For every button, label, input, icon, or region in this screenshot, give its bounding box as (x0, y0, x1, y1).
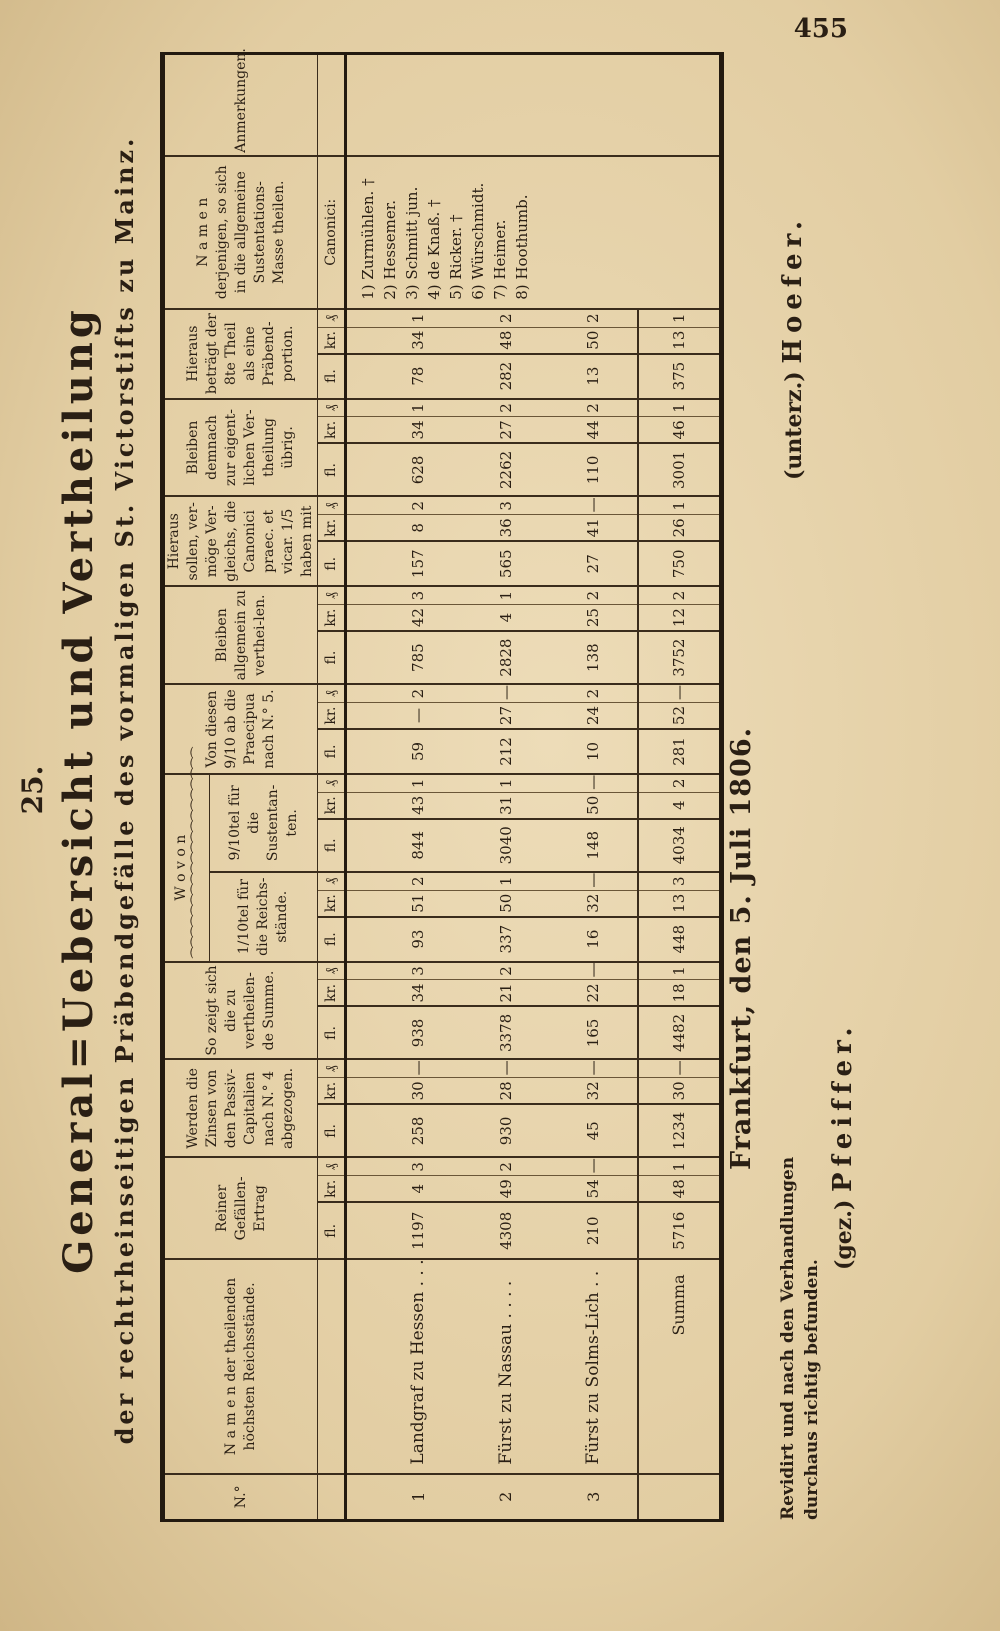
value-fl: 210 (549, 1202, 638, 1259)
value-kr: 34 (375, 980, 462, 1007)
header-zinsen: Werden die Zinsen von den Passiv-Capitalien nach N.° 4 abgezogen. (163, 1059, 318, 1157)
value-kr: 30 (375, 1078, 462, 1105)
value-pf: — (549, 1157, 638, 1175)
value-pf: 3 (375, 1157, 462, 1175)
value-kr: 49 (462, 1176, 549, 1203)
value-pf: — (549, 962, 638, 980)
value-pf: — (375, 1059, 462, 1077)
sum-pf: — (638, 684, 722, 702)
value-pf: 2 (462, 962, 549, 980)
sum-pf: 2 (638, 774, 722, 792)
date-line: Frankfurt, den 5. Juli 1806. (726, 726, 757, 1170)
canonici-item: 6) Würschmidt. (469, 182, 487, 300)
sum-kr: 13 (638, 327, 722, 354)
value-pf: 1 (462, 774, 549, 792)
sum-fl: 3752 (638, 631, 722, 684)
unit-pf: ₰ (318, 684, 346, 702)
value-fl: 110 (549, 443, 638, 496)
header-hieraus-betraegt: Hieraus beträgt der 8te Theil als eine Präbend-portion. (163, 309, 318, 399)
value-pf: — (549, 872, 638, 890)
sum-kr: 13 (638, 890, 722, 917)
sum-kr: 30 (638, 1078, 722, 1105)
value-kr: 51 (375, 890, 462, 917)
unit-fl: fl. (318, 729, 346, 774)
value-pf: 3 (375, 586, 462, 604)
value-fl: 27 (549, 541, 638, 586)
unit-pf: ₰ (318, 399, 346, 417)
canonici-item: 5) Ricker. † (447, 214, 465, 300)
value-pf: — (549, 1059, 638, 1077)
sum-kr: 48 (638, 1176, 722, 1203)
value-fl: 3378 (462, 1006, 549, 1059)
value-kr: 50 (549, 327, 638, 354)
value-kr: 4 (462, 605, 549, 632)
value-pf: 1 (462, 872, 549, 890)
row-name: Fürst zu Solms-Lich . . (549, 1259, 638, 1473)
sum-no (638, 1474, 722, 1521)
header-names: N a m e n der theilenden höchsten Reichsstände. (163, 1259, 318, 1473)
value-pf: — (462, 1059, 549, 1077)
sum-kr: 26 (638, 515, 722, 542)
value-kr: 31 (462, 792, 549, 819)
row-name: Landgraf zu Hessen . . . (375, 1259, 462, 1473)
unit-fl: fl. (318, 541, 346, 586)
sum-fl: 4034 (638, 819, 722, 872)
sum-pf: 3 (638, 872, 722, 890)
value-pf: 2 (549, 586, 638, 604)
value-pf: — (462, 684, 549, 702)
value-fl: 13 (549, 354, 638, 399)
unit-kr: kr. (318, 703, 346, 730)
sum-fl: 281 (638, 729, 722, 774)
header-wovon (163, 747, 210, 962)
value-pf: 2 (462, 399, 549, 417)
value-pf: 2 (375, 496, 462, 514)
value-fl: 45 (549, 1104, 638, 1157)
value-kr: — (375, 703, 462, 730)
unit-fl: fl. (318, 1104, 346, 1157)
value-pf: 3 (462, 496, 549, 514)
value-fl: 157 (375, 541, 462, 586)
sum-fl: 448 (638, 917, 722, 962)
row-no: 3 (549, 1474, 638, 1521)
rotated-page-content (10, 20, 930, 1560)
distribution-table (160, 48, 724, 1522)
value-kr: 32 (549, 890, 638, 917)
signature-prefix: (unterz.) (781, 371, 807, 480)
value-pf: 2 (549, 399, 638, 417)
sum-fl: 375 (638, 354, 722, 399)
unit-kr: kr. (318, 605, 346, 632)
sum-fl: 750 (638, 541, 722, 586)
value-kr: 22 (549, 980, 638, 1007)
value-fl: 78 (375, 354, 462, 399)
header-wovon-sustentanten: 9/10tel für die Sustentan-ten. (210, 774, 318, 872)
value-fl: 785 (375, 631, 462, 684)
section-number: 25. (16, 765, 49, 815)
value-pf: 1 (462, 586, 549, 604)
unit-kr: kr. (318, 980, 346, 1007)
value-pf: — (549, 496, 638, 514)
value-fl: 165 (549, 1006, 638, 1059)
unit-kr: kr. (318, 327, 346, 354)
value-kr: 34 (375, 327, 462, 354)
page-number: 455 (793, 14, 848, 44)
sum-kr: 46 (638, 417, 722, 444)
unit-fl: fl. (318, 819, 346, 872)
unit-pf: ₰ (318, 872, 346, 890)
revision-line: durchaus richtig befunden. (802, 1259, 822, 1520)
page-title: General=Uebersicht und Vertheilung (55, 306, 102, 1274)
unit-pf: ₰ (318, 496, 346, 514)
sum-fl: 5716 (638, 1202, 722, 1259)
unit-kr: kr. (318, 1078, 346, 1105)
unit-fl: fl. (318, 1202, 346, 1259)
value-kr: 50 (549, 792, 638, 819)
value-pf: 2 (462, 309, 549, 327)
canonici-item: 1) Zurmühlen. † (359, 178, 377, 300)
heading-block (16, 50, 142, 1530)
unit-kr: kr. (318, 417, 346, 444)
value-fl: 628 (375, 443, 462, 496)
spacer-row (346, 54, 375, 1521)
unit-pf: ₰ (318, 1157, 346, 1175)
header-row-1 (163, 54, 210, 1521)
header-reiner-ertrag: Reiner Gefällen-Ertrag (163, 1157, 318, 1259)
signature-pfeiffer (828, 1022, 858, 1270)
header-hieraus-sollen: Hieraus sollen, ver-möge Ver-gleichs, die Canonici praec. et vicar. 1/5 haben mit (163, 496, 318, 586)
canonici-item: 2) Hessemer. (381, 199, 399, 300)
value-kr: 24 (549, 703, 638, 730)
header-von-diesen: Von diesen 9/10 ab die Praecipua nach N.° 5. (163, 684, 318, 774)
header-bleiben-demnach: Bleiben demnach zur eigent-lichen Ver-theilung übrig. (163, 399, 318, 497)
value-pf: — (549, 774, 638, 792)
sum-pf: 1 (638, 1157, 722, 1175)
value-fl: 565 (462, 541, 549, 586)
value-kr: 27 (462, 703, 549, 730)
value-kr: 8 (375, 515, 462, 542)
unit-fl: fl. (318, 354, 346, 399)
value-fl: 212 (462, 729, 549, 774)
sum-kr: 52 (638, 703, 722, 730)
value-fl: 938 (375, 1006, 462, 1059)
value-fl: 282 (462, 354, 549, 399)
value-pf: 3 (375, 962, 462, 980)
row-no: 1 (375, 1474, 462, 1521)
sum-kr: 18 (638, 980, 722, 1007)
value-kr: 44 (549, 417, 638, 444)
value-kr: 43 (375, 792, 462, 819)
canonici-item: 7) Heimer. (491, 219, 509, 300)
sum-pf: 1 (638, 962, 722, 980)
value-pf: 1 (375, 309, 462, 327)
sum-pf: 2 (638, 586, 722, 604)
value-pf: 2 (549, 684, 638, 702)
sum-pf: 1 (638, 496, 722, 514)
sum-pf: — (638, 1059, 722, 1077)
value-pf: 2 (549, 309, 638, 327)
page-subtitle: der rechtrheinseitigen Präbendgefälle des vormaligen St. Victorstifts zu Mainz. (110, 135, 139, 1445)
sum-kr: 12 (638, 605, 722, 632)
unit-pf: ₰ (318, 1059, 346, 1077)
header-no: N.° (163, 1474, 318, 1521)
unit-pf: ₰ (318, 586, 346, 604)
sum-label: Summa (638, 1259, 722, 1473)
value-kr: 32 (549, 1078, 638, 1105)
unit-pf: ₰ (318, 309, 346, 327)
unit-fl: fl. (318, 1006, 346, 1059)
value-kr: 41 (549, 515, 638, 542)
signature-prefix: (gez.) (831, 1199, 857, 1270)
value-kr: 4 (375, 1176, 462, 1203)
value-kr: 48 (462, 327, 549, 354)
value-pf: 2 (375, 684, 462, 702)
sum-pf: 1 (638, 309, 722, 327)
value-kr: 27 (462, 417, 549, 444)
value-fl: 1197 (375, 1202, 462, 1259)
sum-kr: 4 (638, 792, 722, 819)
row-name: Fürst zu Nassau . . . . (462, 1259, 549, 1473)
value-kr: 50 (462, 890, 549, 917)
header-anmerkungen: Anmerkungen. (163, 54, 318, 156)
value-fl: 138 (549, 631, 638, 684)
unit-fl: fl. (318, 443, 346, 496)
value-kr: 54 (549, 1176, 638, 1203)
value-kr: 36 (462, 515, 549, 542)
unit-no (318, 1474, 346, 1521)
unit-pf: ₰ (318, 962, 346, 980)
canonici-item: 4) de Knaß. † (425, 199, 443, 300)
unit-fl: fl. (318, 917, 346, 962)
unit-anmerkungen (318, 54, 346, 156)
sum-fl: 4482 (638, 1006, 722, 1059)
unit-kr: kr. (318, 792, 346, 819)
sum-fl: 3001 (638, 443, 722, 496)
revision-line: Revidirt und nach den Verhandlungen (778, 1156, 798, 1520)
unit-canonici-head: Canonici: (318, 156, 346, 309)
value-fl: 10 (549, 729, 638, 774)
header-namen-derjenigen: N a m e n derjenigen, so sich in die allgemeine Sustentations-Masse theilen. (163, 156, 318, 309)
value-kr: 21 (462, 980, 549, 1007)
value-fl: 258 (375, 1104, 462, 1157)
value-pf: 2 (462, 1157, 549, 1175)
value-kr: 25 (549, 605, 638, 632)
signature-name: Hoefer. (778, 215, 808, 364)
value-fl: 59 (375, 729, 462, 774)
unit-names (318, 1259, 346, 1473)
sum-pf: 1 (638, 399, 722, 417)
value-pf: 1 (375, 774, 462, 792)
value-fl: 16 (549, 917, 638, 962)
anmerkungen-cell (346, 54, 722, 156)
value-kr: 34 (375, 417, 462, 444)
value-fl: 337 (462, 917, 549, 962)
unit-kr: kr. (318, 515, 346, 542)
value-fl: 4308 (462, 1202, 549, 1259)
value-fl: 3040 (462, 819, 549, 872)
canonici-item: 3) Schmitt jun. (403, 186, 421, 300)
sum-fl: 1234 (638, 1104, 722, 1157)
brace-decoration: ⏜⏜⏜⏜⏜⏜⏜⏜⏜⏜⏜⏜⏜⏜⏜⏜⏜⏜⏜⏜ (189, 747, 204, 959)
header-wovon-reichsstaende: 1/10tel für die Reichs-stände. (210, 872, 318, 962)
row-no: 2 (462, 1474, 549, 1521)
value-fl: 2262 (462, 443, 549, 496)
canonici-list (346, 156, 722, 309)
value-kr: 28 (462, 1078, 549, 1105)
value-fl: 930 (462, 1104, 549, 1157)
value-pf: 1 (375, 399, 462, 417)
unit-fl: fl. (318, 631, 346, 684)
unit-row (318, 54, 346, 1521)
value-fl: 93 (375, 917, 462, 962)
signature-name: Pfeiffer. (828, 1021, 858, 1192)
unit-pf: ₰ (318, 774, 346, 792)
value-fl: 148 (549, 819, 638, 872)
unit-kr: kr. (318, 1176, 346, 1203)
value-fl: 2828 (462, 631, 549, 684)
value-pf: 2 (375, 872, 462, 890)
revision-note (776, 1157, 824, 1520)
header-so-zeigt: So zeigt sich die zu vertheilen-de Summe. (163, 962, 318, 1060)
value-kr: 42 (375, 605, 462, 632)
value-fl: 844 (375, 819, 462, 872)
header-bleiben: Bleiben allgemein zu verthei-len. (163, 586, 318, 684)
canonici-item: 8) Hoothumb. (513, 194, 531, 300)
header-wovon-label: W o v o n (172, 834, 189, 901)
unit-kr: kr. (318, 890, 346, 917)
signature-hoefer (778, 215, 808, 480)
